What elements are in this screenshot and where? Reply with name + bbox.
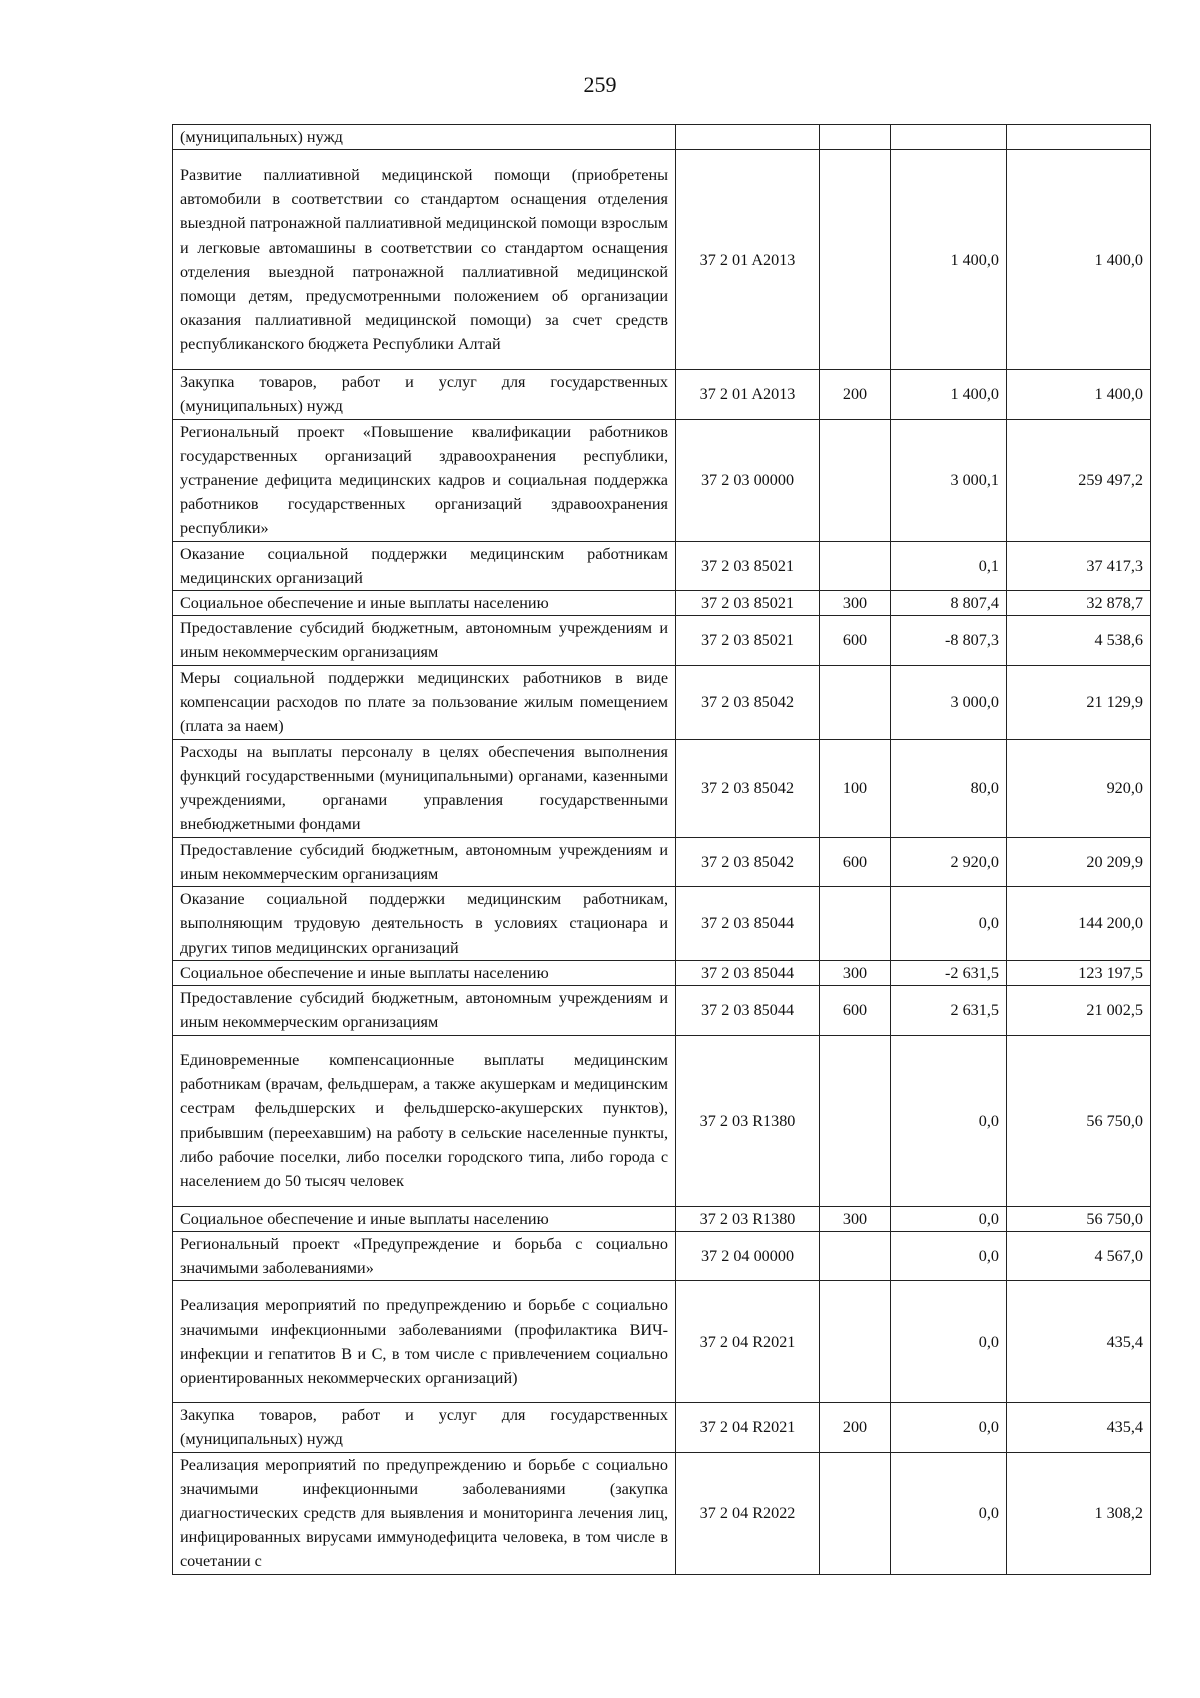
table-row [173, 125, 1151, 150]
row-expense-type [820, 1281, 891, 1403]
row-target-code: 37 2 03 R1380 [676, 1035, 820, 1206]
row-amount-total: 4 567,0 [1007, 1231, 1151, 1280]
row-target-code: 37 2 04 R2021 [676, 1403, 820, 1452]
row-target-code: 37 2 03 85021 [676, 591, 820, 616]
row-amount-change: 80,0 [891, 739, 1007, 837]
table-row [173, 1206, 1151, 1231]
table-row [173, 837, 1151, 886]
row-target-code: 37 2 03 85021 [676, 616, 820, 665]
row-expense-type [820, 125, 891, 150]
row-amount-total [1007, 125, 1151, 150]
row-amount-change: 0,0 [891, 1281, 1007, 1403]
row-target-code [676, 125, 820, 150]
table-row [173, 616, 1151, 665]
row-expense-type: 200 [820, 370, 891, 419]
budget-table [172, 124, 1151, 1575]
row-expense-type [820, 1035, 891, 1206]
row-amount-change: 0,0 [891, 1452, 1007, 1574]
row-target-code: 37 2 03 00000 [676, 419, 820, 541]
row-amount-change: 0,0 [891, 1035, 1007, 1206]
row-amount-change: 8 807,4 [891, 591, 1007, 616]
row-amount-total: 1 400,0 [1007, 370, 1151, 419]
row-description: Реализация мероприятий по предупреждению и борьбе с социально значимыми инфекционными заболеваниями (закупка диагностических средств для выявления и мониторинга лечения лиц, инфицированных вирусами иммунодефицита человека, в том числе в сочетании с [173, 1452, 676, 1574]
row-amount-total: 21 002,5 [1007, 986, 1151, 1035]
row-amount-total: 435,4 [1007, 1403, 1151, 1452]
row-description: Социальное обеспечение и иные выплаты населению [173, 591, 676, 616]
row-amount-change: 0,1 [891, 541, 1007, 590]
row-amount-total: 1 400,0 [1007, 150, 1151, 370]
row-description: Единовременные компенсационные выплаты медицинским работникам (врачам, фельдшерам, а также акушеркам и медицинским сестрам фельдшерских и фельдшерско-акушерских пунктов), прибывшим (переехавшим) на работу в сельские населенные пункты, либо рабочие поселки, либо поселки городского типа, либо города с населением до 50 тысяч человек [173, 1035, 676, 1206]
row-target-code: 37 2 03 85042 [676, 739, 820, 837]
row-amount-change: 0,0 [891, 887, 1007, 961]
budget-table-body [173, 125, 1151, 1575]
row-expense-type [820, 665, 891, 739]
row-amount-total: 37 417,3 [1007, 541, 1151, 590]
row-target-code: 37 2 03 R1380 [676, 1206, 820, 1231]
table-row [173, 419, 1151, 541]
row-expense-type: 600 [820, 616, 891, 665]
table-row [173, 887, 1151, 961]
table-row [173, 986, 1151, 1035]
page-number: 259 [583, 72, 617, 97]
row-description: Меры социальной поддержки медицинских работников в виде компенсации расходов по плате за пользование жилым помещением (плата за наем) [173, 665, 676, 739]
row-target-code: 37 2 04 R2022 [676, 1452, 820, 1574]
row-amount-total: 20 209,9 [1007, 837, 1151, 886]
row-amount-total: 4 538,6 [1007, 616, 1151, 665]
row-description: Оказание социальной поддержки медицинским работникам, выполняющим трудовую деятельность в условиях стационара и других типов медицинских организаций [173, 887, 676, 961]
row-amount-change: -2 631,5 [891, 961, 1007, 986]
row-description: Предоставление субсидий бюджетным, автономным учреждениям и иным некоммерческим организациям [173, 616, 676, 665]
row-amount-change: -8 807,3 [891, 616, 1007, 665]
row-amount-change: 3 000,1 [891, 419, 1007, 541]
row-amount-change: 1 400,0 [891, 150, 1007, 370]
row-target-code: 37 2 01 A2013 [676, 370, 820, 419]
table-row [173, 1231, 1151, 1280]
table-row [173, 1281, 1151, 1403]
row-description: Оказание социальной поддержки медицинским работникам медицинских организаций [173, 541, 676, 590]
row-expense-type [820, 541, 891, 590]
row-description: Региональный проект «Предупреждение и борьба с социально значимыми заболеваниями» [173, 1231, 676, 1280]
row-description: Расходы на выплаты персоналу в целях обеспечения выполнения функций государственными (муниципальными) органами, казенными учреждениями, органами управления государственными внебюджетными фондами [173, 739, 676, 837]
row-target-code: 37 2 01 A2013 [676, 150, 820, 370]
row-description: Предоставление субсидий бюджетным, автономным учреждениям и иным некоммерческим организациям [173, 837, 676, 886]
row-amount-total: 920,0 [1007, 739, 1151, 837]
row-expense-type [820, 1452, 891, 1574]
row-amount-total: 56 750,0 [1007, 1206, 1151, 1231]
row-description: Развитие паллиативной медицинской помощи (приобретены автомобили в соответствии со стандартом оснащения отделения выездной патронажной паллиативной медицинской помощи взрослым и легковые автомашины в соответствии со стандартом оснащения отделения выездной патронажной паллиативной медицинской помощи детям, предусмотренными положением об организации оказания паллиативной медицинской помощи) за счет средств республиканского бюджета Республики Алтай [173, 150, 676, 370]
table-row [173, 591, 1151, 616]
row-amount-change: 3 000,0 [891, 665, 1007, 739]
row-target-code: 37 2 03 85044 [676, 887, 820, 961]
row-description: Социальное обеспечение и иные выплаты населению [173, 1206, 676, 1231]
row-expense-type [820, 150, 891, 370]
row-amount-change: 0,0 [891, 1231, 1007, 1280]
row-description: Реализация мероприятий по предупреждению и борьбе с социально значимыми инфекционными заболеваниями (профилактика ВИЧ-инфекции и гепатитов B и C, в том числе с привлечением социально ориентированных некоммерческих организаций) [173, 1281, 676, 1403]
row-amount-total: 1 308,2 [1007, 1452, 1151, 1574]
table-row [173, 370, 1151, 419]
row-amount-change: 2 920,0 [891, 837, 1007, 886]
row-expense-type [820, 887, 891, 961]
row-target-code: 37 2 03 85042 [676, 837, 820, 886]
row-description: Закупка товаров, работ и услуг для государственных (муниципальных) нужд [173, 1403, 676, 1452]
row-expense-type [820, 1231, 891, 1280]
row-amount-total: 32 878,7 [1007, 591, 1151, 616]
row-amount-total: 144 200,0 [1007, 887, 1151, 961]
row-amount-total: 21 129,9 [1007, 665, 1151, 739]
row-target-code: 37 2 03 85044 [676, 961, 820, 986]
row-description: Социальное обеспечение и иные выплаты населению [173, 961, 676, 986]
table-row [173, 1403, 1151, 1452]
table-row [173, 541, 1151, 590]
row-amount-total: 123 197,5 [1007, 961, 1151, 986]
row-expense-type: 200 [820, 1403, 891, 1452]
row-expense-type: 300 [820, 1206, 891, 1231]
row-amount-change: 2 631,5 [891, 986, 1007, 1035]
table-row [173, 1035, 1151, 1206]
table-row [173, 1452, 1151, 1574]
table-row [173, 961, 1151, 986]
table-row [173, 739, 1151, 837]
row-description: (муниципальных) нужд [173, 125, 676, 150]
row-target-code: 37 2 03 85044 [676, 986, 820, 1035]
row-amount-total: 56 750,0 [1007, 1035, 1151, 1206]
row-expense-type [820, 419, 891, 541]
row-amount-change: 1 400,0 [891, 370, 1007, 419]
row-amount-change: 0,0 [891, 1403, 1007, 1452]
row-amount-change: 0,0 [891, 1206, 1007, 1231]
table-row [173, 665, 1151, 739]
row-expense-type: 300 [820, 591, 891, 616]
row-expense-type: 600 [820, 986, 891, 1035]
row-expense-type: 600 [820, 837, 891, 886]
row-amount-total: 259 497,2 [1007, 419, 1151, 541]
row-amount-total: 435,4 [1007, 1281, 1151, 1403]
table-row [173, 150, 1151, 370]
row-description: Закупка товаров, работ и услуг для государственных (муниципальных) нужд [173, 370, 676, 419]
row-target-code: 37 2 03 85042 [676, 665, 820, 739]
row-description: Региональный проект «Повышение квалификации работников государственных организаций здравоохранения республики, устранение дефицита медицинских кадров и социальная поддержка работников государственных организаций здравоохранения республики» [173, 419, 676, 541]
row-expense-type: 100 [820, 739, 891, 837]
row-target-code: 37 2 04 00000 [676, 1231, 820, 1280]
row-target-code: 37 2 03 85021 [676, 541, 820, 590]
row-amount-change [891, 125, 1007, 150]
row-description: Предоставление субсидий бюджетным, автономным учреждениям и иным некоммерческим организациям [173, 986, 676, 1035]
row-target-code: 37 2 04 R2021 [676, 1281, 820, 1403]
row-expense-type: 300 [820, 961, 891, 986]
